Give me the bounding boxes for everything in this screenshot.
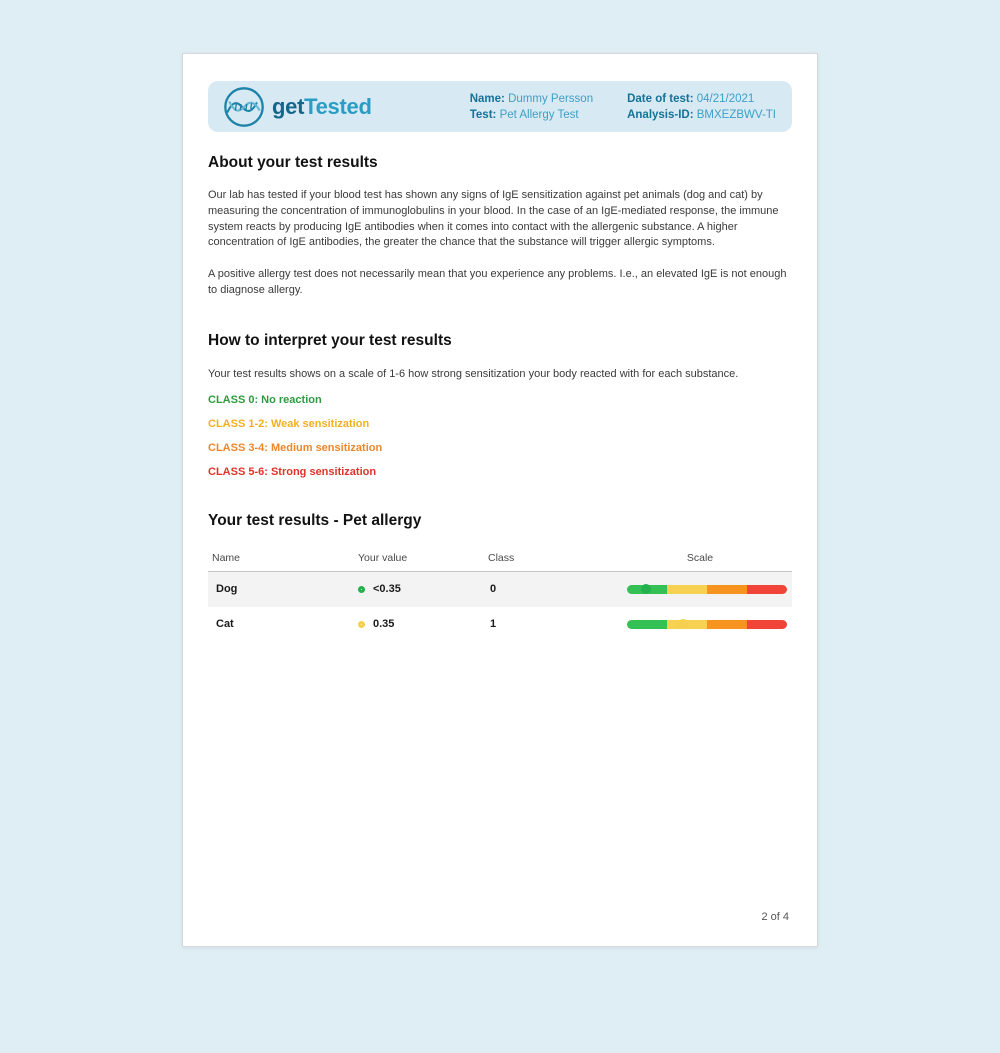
scale-slider: [627, 585, 787, 594]
scale-slider: [627, 620, 787, 629]
scale-knob: [678, 619, 688, 629]
column-header-class: Class: [488, 551, 515, 564]
scale-segment-orange: [707, 585, 747, 594]
class-legend-3-4: CLASS 3-4: Medium sensitization: [208, 441, 383, 454]
column-header-name: Name: [212, 551, 241, 564]
scale-track: [627, 620, 787, 629]
class-cell: 0: [490, 583, 497, 596]
value-ring-icon: [358, 621, 365, 628]
table-row-dog: [208, 572, 792, 607]
scale-segment-green: [627, 620, 667, 629]
analysis-id-value: BMXEZBWV-TI: [696, 108, 776, 121]
page-indicator: 2 of 4: [761, 911, 789, 923]
results-table-header: [208, 548, 792, 572]
scale-segment-red: [747, 620, 787, 629]
scale-knob: [641, 584, 651, 594]
value-cell: [358, 618, 488, 630]
table-row-cat: [208, 607, 792, 642]
value-cell: [358, 583, 488, 595]
report-page: [182, 53, 818, 947]
patient-name-label: Name:: [469, 92, 505, 105]
about-paragraph-2: A positive allergy test does not necessarily mean that you experience any problems. I.e., an elevated IgE is not enough to diagnose allergy.: [208, 268, 787, 296]
logo-word-get: get: [272, 93, 305, 119]
test-name-label: Test:: [469, 108, 497, 121]
patient-name-value: Dummy Persson: [508, 92, 594, 105]
scale-segment-red: [747, 585, 787, 594]
logo-word-tested: Tested: [304, 93, 372, 119]
test-name-value: Pet Allergy Test: [499, 108, 579, 121]
report-header: [208, 81, 792, 132]
about-section-title: About your test results: [208, 154, 378, 171]
scale-cell: [613, 620, 792, 629]
scale-segment-orange: [707, 620, 747, 629]
test-date-line: [627, 91, 776, 107]
results-section-title: Your test results - Pet allergy: [208, 511, 422, 529]
scale-segment-yellow: [667, 585, 707, 594]
test-date-value: 04/21/2021: [696, 92, 755, 105]
header-info: [470, 91, 778, 123]
class-cell: 1: [490, 618, 497, 631]
test-date-label: Date of test:: [627, 92, 694, 105]
class-legend-1-2: CLASS 1-2: Weak sensitization: [208, 417, 370, 430]
value-text: 0.35: [373, 618, 395, 631]
header-info-col-1: [470, 91, 593, 123]
interpret-intro: Your test results shows on a scale of 1-6 how strong sensitization your body reacted with for each substance.: [208, 367, 739, 380]
value-ring-icon: [358, 586, 365, 593]
patient-name-line: [470, 91, 593, 107]
test-name-line: [470, 107, 593, 123]
header-info-col-2: [627, 91, 776, 123]
analysis-id-label: Analysis-ID:: [627, 108, 694, 121]
class-legend-0: CLASS 0: No reaction: [208, 393, 322, 406]
logo-wordmark: [272, 94, 372, 120]
scale-cell: [613, 585, 792, 594]
analysis-id-line: [627, 107, 776, 123]
about-paragraph-1: Our lab has tested if your blood test has shown any signs of IgE sensitization against pet animals (dog and cat) by measuring the concentration of immunoglobulins in your blood. In the case of an IgE-mediated response, the immune system reacts by producing IgE antibodies when it comes into contact with the allergenic substance. A higher concentration of IgE antibodies, the greater the chance that the substance will trigger allergic symptoms.: [208, 189, 779, 249]
column-header-scale: Scale: [686, 551, 714, 564]
gettested-logo: [221, 84, 372, 130]
results-table: [208, 548, 792, 642]
dna-icon: [221, 84, 267, 130]
class-legend-5-6: CLASS 5-6: Strong sensitization: [208, 465, 377, 478]
column-header-your-value: Your value: [358, 551, 408, 564]
allergen-name: Cat: [216, 618, 234, 631]
value-text: <0.35: [373, 583, 401, 596]
interpret-section-title: How to interpret your test results: [208, 331, 452, 349]
allergen-name: Dog: [216, 583, 238, 596]
